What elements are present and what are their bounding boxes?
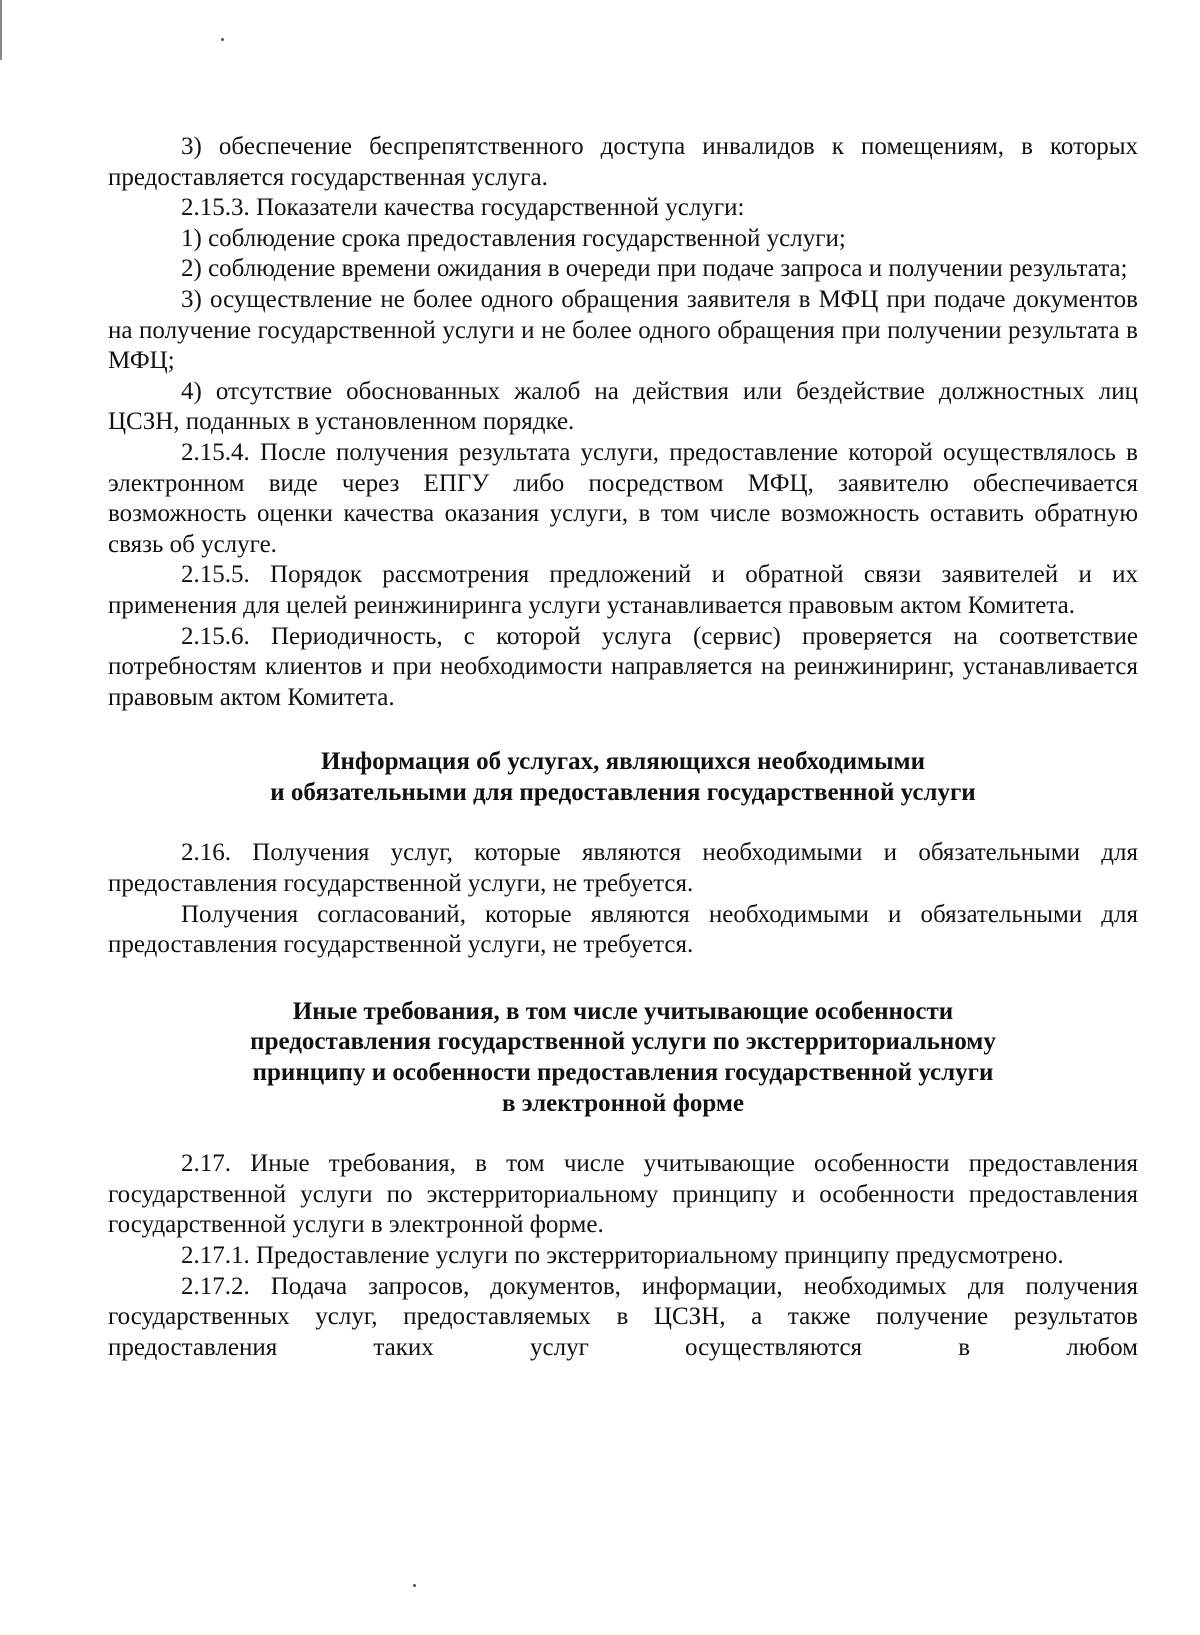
paragraph: 2) соблюдение времени ожидания в очереди при подаче запроса и получении результата; — [181, 255, 1128, 283]
paragraph: 1) соблюдение срока предоставления государственной услуги; — [181, 224, 846, 252]
document-body — [108, 132, 1138, 1363]
scan-dot — [413, 1584, 416, 1587]
paragraph: 2.17. Иные требования, в том числе учитывающие особенности предоставления государственной услуги по экстерриториальному принципу и особенности предоставления государственной услуги в электронной форме. — [108, 1150, 1138, 1239]
heading-line: Информация об услугах, являющихся необходимыми — [321, 748, 925, 776]
paragraph: 2.15.3. Показатели качества государственной услуги: — [181, 194, 745, 222]
paragraph: 4) отсутствие обоснованных жалоб на действия или бездействие должностных лиц ЦСЗН, поданных в установленном порядке. — [108, 377, 1138, 436]
heading-line: в электронной форме — [501, 1089, 745, 1117]
paragraph: 3) обеспечение беспрепятственного доступа инвалидов к помещениям, в которых предоставляется государственная услуга. — [108, 133, 1138, 191]
paragraph: 2.17.2. Подача запросов, документов, информации, необходимых для получения государственных услуг, предоставляемых в ЦСЗН, а также получение результатов предоставления таких услуг осуществляются в любом — [108, 1272, 1138, 1361]
paragraph: 2.17.1. Предоставление услуги по экстерриториальному принципу предусмотрено. — [181, 1242, 1064, 1269]
heading-line: Иные требования, в том числе учитывающие особенности — [292, 997, 954, 1025]
heading-line: принципу и особенности предоставления государственной услуги — [252, 1059, 994, 1087]
paragraph: 2.16. Получения услуг, которые являются необходимыми и обязательными для предоставления государственной услуги, не требуется. — [108, 839, 1138, 898]
section-heading-services — [108, 747, 1138, 808]
paragraph: 2.15.5. Порядок рассмотрения предложений и обратной связи заявителей и их применения для целей реинжиниринга услуги устанавливается правовым актом Комитета. — [108, 561, 1138, 619]
heading-line: предоставления государственной услуги по экстерриториальному — [250, 1028, 996, 1056]
paragraph: 2.15.4. После получения результата услуги, предоставление которой осуществлялось в электронном виде через ЕПГУ либо посредством МФЦ, заявителю обеспечивается возможность оценки качества оказания услуги, в том числе возможность оставить обратную связь об услуге. — [108, 438, 1138, 558]
scan-edge-mark — [0, 0, 2, 60]
scan-dot — [221, 38, 224, 41]
paragraph: Получения согласований, которые являются необходимыми и обязательными для предоставления государственной услуги, не требуется. — [108, 900, 1138, 959]
heading-line: и обязательными для предоставления государственной услуги — [270, 778, 976, 806]
paragraph: 2.15.6. Периодичность, с которой услуга (сервис) проверяется на соответствие потребностям клиентов и при необходимости направляется на реинжиниринг, устанавливается правовым актом Комитета. — [108, 622, 1138, 711]
paragraph: 3) осуществление не более одного обращения заявителя в МФЦ при подаче документов на получение государственной услуги и не более одного обращения при получении результата в МФЦ; — [108, 285, 1138, 375]
section-heading-requirements — [108, 997, 1138, 1119]
